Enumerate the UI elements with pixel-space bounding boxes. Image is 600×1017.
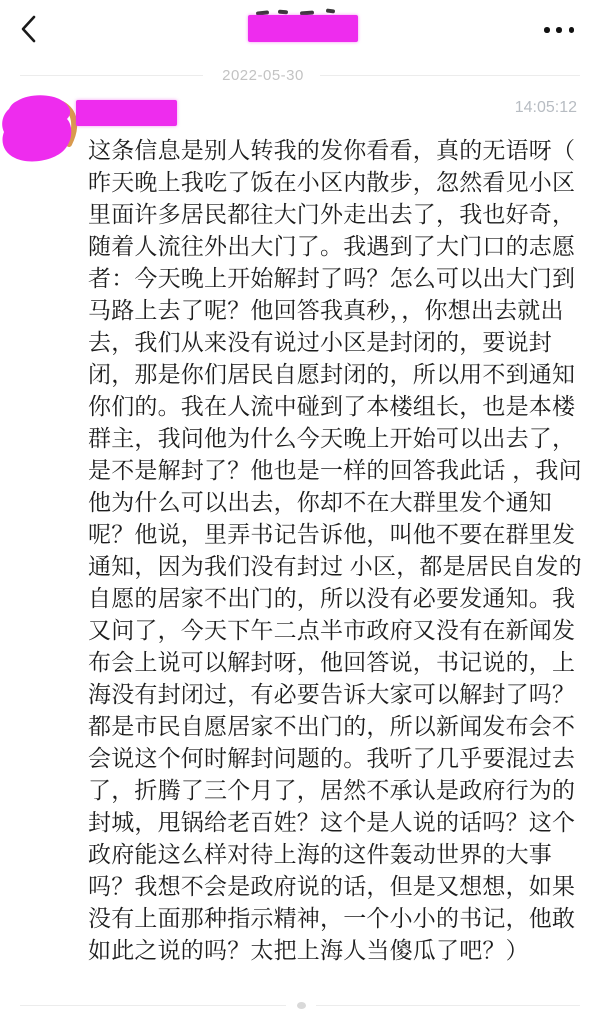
message-line: 闭，那是你们居民自愿封闭的，所以用不到通知 xyxy=(88,361,576,387)
separator-line-right xyxy=(320,75,580,76)
message-line: 随着人流往外出大门了。我遇到了大门口的志愿 xyxy=(88,233,576,259)
back-button[interactable] xyxy=(16,12,46,46)
message-line: 自愿的居家不出门的，所以没有必要发通知。我 xyxy=(88,585,576,611)
message-line: 是不是解封了？他也是一样的回答我此话 ，我问 xyxy=(88,457,582,483)
message-line: 里面许多居民都往大门外走出去了，我也好奇， xyxy=(88,201,576,227)
message-line: 又问了，今天下午二点半市政府又没有在新闻发 xyxy=(88,617,576,643)
message-line: 政府能这么样对待上海的这件轰动世界的大事 xyxy=(88,841,552,867)
message-line: 呢？他说，里弄书记告诉他，叫他不要在群里发 xyxy=(88,521,576,547)
message-timestamp: 14:05:12 xyxy=(514,99,577,116)
more-menu-button[interactable] xyxy=(544,25,574,35)
message-line: 通知，因为我们没有封过 小区，都是居民自发的 xyxy=(88,553,582,579)
avatar-redacted[interactable] xyxy=(0,94,82,166)
message-text xyxy=(88,134,593,966)
message-line: 他为什么可以出去，你却不在大群里发个通知 xyxy=(88,489,552,515)
bottom-divider xyxy=(0,998,600,1012)
date-separator xyxy=(0,66,600,86)
message-line: 马路上去了呢？他回答我真秒，，你想出去就出 xyxy=(88,297,564,323)
message-line: 海没有封闭过，有必要告诉大家可以解封了吗？ xyxy=(88,681,576,707)
message-line: 你们的。我在人流中碰到了本楼组长，也是本楼 xyxy=(88,393,576,419)
message-line: 者：今天晚上开始解封了吗？怎么可以出大门到 xyxy=(88,265,576,291)
message-line: 会说这个何时解封问题的。我听了几乎要混过去 xyxy=(88,745,576,771)
chat-title-redacted xyxy=(248,8,360,44)
chevron-left-icon xyxy=(16,12,46,46)
message-line: 布会上说可以解封呀，他回答说，书记说的，上 xyxy=(88,649,576,675)
message-line: 如此之说的吗？太把上海人当傻瓜了吧？） xyxy=(88,937,529,963)
message-line: 这条信息是别人转我的发你看看，真的无语呀（ xyxy=(88,137,576,163)
date-label: 2022-05-30 xyxy=(222,67,304,84)
message-line: 去，我们从来没有说过小区是封闭的，要说封 xyxy=(88,329,552,355)
message-line: 吗？我想不会是政府说的话，但是又想想，如果 xyxy=(88,873,576,899)
message-line: 昨天晚上我吃了饭在小区内散步，忽然看见小区 xyxy=(88,169,576,195)
title-redaction-box xyxy=(248,15,358,42)
message-line: 群主，我问他为什么今天晚上开始可以出去了， xyxy=(88,425,576,451)
message-line: 了，折腾了三个月了，居然不承认是政府行为的 xyxy=(88,777,576,803)
separator-line-left xyxy=(20,75,203,76)
divider-center-dot xyxy=(297,1002,306,1009)
message-line: 都是市民自愿居家不出门的，所以新闻发布会不 xyxy=(88,713,576,739)
message-line: 封城，甩锅给老百姓？这个是人说的话吗？这个 xyxy=(88,809,576,835)
sender-name-redacted xyxy=(76,100,177,126)
navigation-bar xyxy=(0,0,600,58)
message-line: 没有上面那种指示精神，一个小小的书记，他敢 xyxy=(88,905,576,931)
